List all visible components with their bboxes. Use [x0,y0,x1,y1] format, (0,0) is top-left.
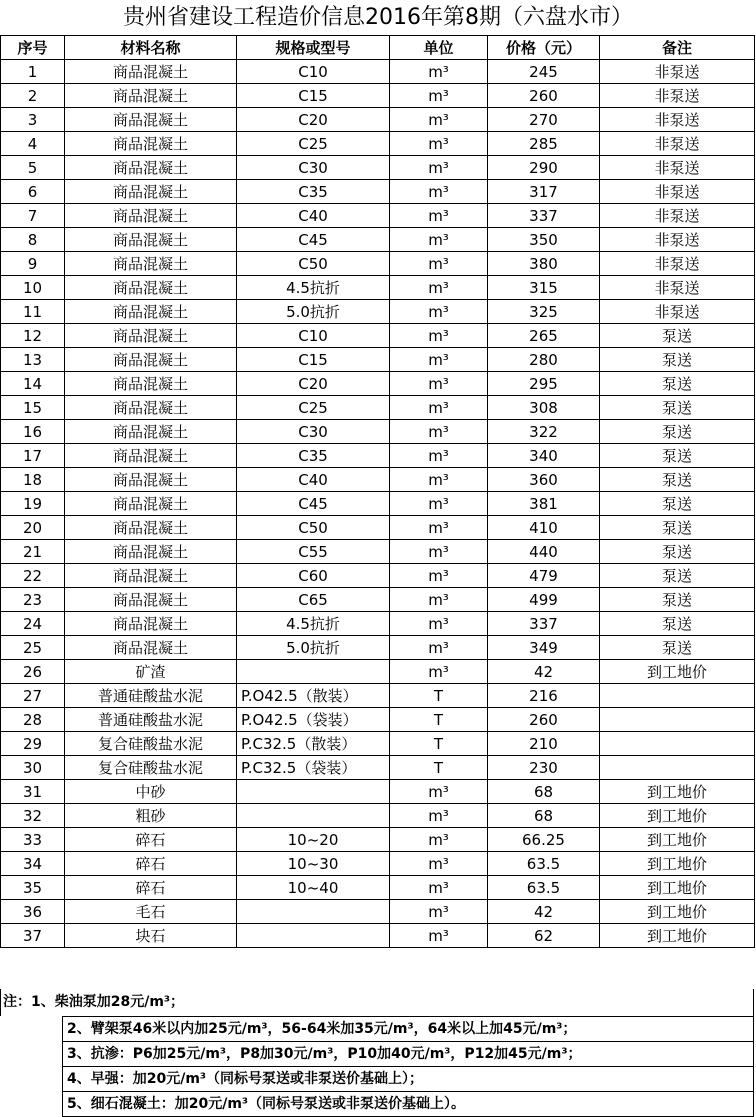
cell-price: 62 [488,924,600,948]
cell-spec: C40 [237,204,390,228]
cell-material: 碎石 [65,876,237,900]
cell-index: 17 [1,444,65,468]
cell-material: 普通硅酸盐水泥 [65,708,237,732]
cell-material: 中砂 [65,780,237,804]
cell-remark: 非泵送 [600,228,755,252]
note-line-5: 5、细石混凝土：加20元/m³（同标号泵送或非泵送价基础上）。 [63,1092,753,1117]
cell-remark: 非泵送 [600,60,755,84]
cell-unit: m³ [390,252,488,276]
cell-spec: P.C32.5（袋装） [237,756,390,780]
cell-price: 440 [488,540,600,564]
cell-spec: C45 [237,228,390,252]
cell-index: 23 [1,588,65,612]
cell-spec: C35 [237,180,390,204]
table-row [1,228,755,252]
cell-unit: m³ [390,228,488,252]
cell-remark: 泵送 [600,420,755,444]
cell-index: 11 [1,300,65,324]
cell-remark: 泵送 [600,396,755,420]
cell-material: 商品混凝土 [65,564,237,588]
note-box [62,1016,754,1117]
cell-unit: m³ [390,60,488,84]
cell-index: 10 [1,276,65,300]
cell-index: 28 [1,708,65,732]
table-row [1,468,755,492]
cell-unit: m³ [390,372,488,396]
cell-material: 复合硅酸盐水泥 [65,756,237,780]
cell-index: 34 [1,852,65,876]
cell-remark: 泵送 [600,636,755,660]
cell-index: 8 [1,228,65,252]
page-title: 贵州省建设工程造价信息2016年第8期（六盘水市） [123,5,633,30]
cell-material: 商品混凝土 [65,468,237,492]
cell-index: 36 [1,900,65,924]
cell-remark: 到工地价 [600,804,755,828]
table-row [1,612,755,636]
cell-price: 66.25 [488,828,600,852]
cell-unit: T [390,708,488,732]
cell-index: 24 [1,612,65,636]
cell-unit: m³ [390,324,488,348]
cell-remark: 到工地价 [600,828,755,852]
cell-unit: m³ [390,780,488,804]
cell-spec: C10 [237,324,390,348]
table-row [1,300,755,324]
cell-unit: m³ [390,108,488,132]
cell-price: 260 [488,708,600,732]
cell-spec [237,780,390,804]
cell-price: 360 [488,468,600,492]
cell-unit: m³ [390,300,488,324]
cell-price: 381 [488,492,600,516]
cell-spec: C30 [237,156,390,180]
cell-material: 商品混凝土 [65,276,237,300]
cell-unit: m³ [390,132,488,156]
cell-index: 31 [1,780,65,804]
cell-spec: 5.0抗折 [237,636,390,660]
note-line-4: 4、早强：加20元/m³（同标号泵送或非泵送价基础上）； [63,1067,753,1092]
table-row [1,348,755,372]
cell-unit: m³ [390,84,488,108]
cell-material: 商品混凝土 [65,252,237,276]
table-row [1,588,755,612]
table-row [1,900,755,924]
cell-material: 商品混凝土 [65,348,237,372]
cell-remark: 泵送 [600,540,755,564]
note-line-3: 3、抗渗：P6加25元/m³，P8加30元/m³，P10加40元/m³，P12加45元/m³； [63,1042,753,1067]
cell-material: 碎石 [65,828,237,852]
cell-material: 商品混凝土 [65,636,237,660]
cell-material: 商品混凝土 [65,396,237,420]
cell-spec: C25 [237,132,390,156]
cell-remark: 泵送 [600,444,755,468]
cell-price: 68 [488,780,600,804]
cell-spec: C25 [237,396,390,420]
cell-material: 商品混凝土 [65,588,237,612]
cell-price: 230 [488,756,600,780]
cell-spec: 4.5抗折 [237,276,390,300]
cell-remark: 泵送 [600,588,755,612]
cell-remark: 非泵送 [600,276,755,300]
cell-index: 33 [1,828,65,852]
cell-remark [600,708,755,732]
cell-price: 380 [488,252,600,276]
cell-material: 商品混凝土 [65,204,237,228]
cell-material: 块石 [65,924,237,948]
cell-remark: 非泵送 [600,204,755,228]
table-row [1,204,755,228]
cell-spec: 10~40 [237,876,390,900]
cell-material: 商品混凝土 [65,156,237,180]
cell-index: 27 [1,684,65,708]
cell-spec: 4.5抗折 [237,612,390,636]
table-row [1,492,755,516]
table-row [1,660,755,684]
table-row [1,372,755,396]
cell-spec: C60 [237,564,390,588]
cell-unit: m³ [390,660,488,684]
cell-index: 18 [1,468,65,492]
cell-unit: m³ [390,396,488,420]
cell-unit: m³ [390,900,488,924]
cell-price: 290 [488,156,600,180]
cell-price: 295 [488,372,600,396]
cell-spec [237,924,390,948]
notes-section [0,989,754,1117]
cell-material: 矿渣 [65,660,237,684]
table-row [1,924,755,948]
cell-material: 商品混凝土 [65,84,237,108]
cell-spec: C20 [237,372,390,396]
cell-price: 317 [488,180,600,204]
cell-material: 商品混凝土 [65,108,237,132]
cell-remark: 到工地价 [600,852,755,876]
cell-spec: P.O42.5（袋装） [237,708,390,732]
cell-unit: m³ [390,348,488,372]
cell-remark: 非泵送 [600,84,755,108]
cell-material: 商品混凝土 [65,324,237,348]
note-line-2: 2、臂架泵46米以内加25元/m³，56-64米加35元/m³，64米以上加45元/m³； [63,1017,753,1042]
cell-index: 15 [1,396,65,420]
cell-remark [600,732,755,756]
header-spec: 规格或型号 [237,36,390,60]
cell-material: 碎石 [65,852,237,876]
table-row [1,252,755,276]
cell-unit: m³ [390,588,488,612]
cell-material: 商品混凝土 [65,372,237,396]
cell-price: 42 [488,900,600,924]
cell-spec: C50 [237,252,390,276]
cell-unit: m³ [390,540,488,564]
cell-spec: P.O42.5（散装） [237,684,390,708]
cell-price: 349 [488,636,600,660]
cell-remark: 到工地价 [600,780,755,804]
cell-unit: m³ [390,612,488,636]
table-row [1,636,755,660]
cell-index: 22 [1,564,65,588]
cell-unit: m³ [390,828,488,852]
cell-price: 350 [488,228,600,252]
cell-unit: m³ [390,636,488,660]
cell-spec: C50 [237,516,390,540]
cell-material: 商品混凝土 [65,60,237,84]
cell-spec: C15 [237,84,390,108]
header-row [1,36,755,60]
cell-index: 9 [1,252,65,276]
table-row [1,420,755,444]
table-row [1,780,755,804]
cell-spec: C65 [237,588,390,612]
cell-material: 商品混凝土 [65,132,237,156]
cell-material: 商品混凝土 [65,540,237,564]
cell-unit: m³ [390,420,488,444]
table-body [1,60,755,948]
table-row [1,132,755,156]
cell-remark: 到工地价 [600,924,755,948]
cell-price: 260 [488,84,600,108]
table-row [1,804,755,828]
cell-unit: m³ [390,492,488,516]
table-row [1,276,755,300]
cell-spec [237,660,390,684]
cell-index: 13 [1,348,65,372]
cell-remark: 非泵送 [600,252,755,276]
cell-unit: m³ [390,852,488,876]
cell-price: 308 [488,396,600,420]
cell-material: 商品混凝土 [65,444,237,468]
table-row [1,108,755,132]
cell-material: 毛石 [65,900,237,924]
cell-remark: 泵送 [600,564,755,588]
cell-spec: 10~20 [237,828,390,852]
cell-unit: m³ [390,180,488,204]
cell-index: 35 [1,876,65,900]
cell-unit: m³ [390,876,488,900]
cell-material: 商品混凝土 [65,516,237,540]
cell-price: 337 [488,204,600,228]
table-row [1,876,755,900]
cell-remark: 泵送 [600,612,755,636]
cell-price: 42 [488,660,600,684]
cell-spec: C40 [237,468,390,492]
cell-price: 499 [488,588,600,612]
cell-spec [237,900,390,924]
cell-price: 340 [488,444,600,468]
table-row [1,852,755,876]
cell-index: 3 [1,108,65,132]
cell-spec: C30 [237,420,390,444]
table-row [1,540,755,564]
cell-price: 216 [488,684,600,708]
cell-index: 5 [1,156,65,180]
cell-unit: m³ [390,204,488,228]
cell-unit: T [390,756,488,780]
header-material: 材料名称 [65,36,237,60]
cell-index: 12 [1,324,65,348]
cell-price: 210 [488,732,600,756]
cell-unit: m³ [390,468,488,492]
cell-index: 26 [1,660,65,684]
cell-price: 322 [488,420,600,444]
cell-remark: 泵送 [600,468,755,492]
price-table [0,35,755,948]
cell-remark: 到工地价 [600,876,755,900]
cell-remark: 非泵送 [600,132,755,156]
cell-price: 280 [488,348,600,372]
header-remark: 备注 [600,36,755,60]
cell-index: 32 [1,804,65,828]
cell-remark [600,684,755,708]
cell-index: 7 [1,204,65,228]
table-row [1,708,755,732]
cell-index: 4 [1,132,65,156]
cell-price: 325 [488,300,600,324]
table-row [1,564,755,588]
cell-index: 29 [1,732,65,756]
note-line-1: 注：1、柴油泵加28元/m³； [0,989,754,1016]
cell-unit: m³ [390,516,488,540]
cell-index: 21 [1,540,65,564]
cell-remark: 到工地价 [600,900,755,924]
table-row [1,84,755,108]
cell-price: 285 [488,132,600,156]
cell-spec: C10 [237,60,390,84]
cell-spec [237,804,390,828]
cell-unit: m³ [390,804,488,828]
cell-material: 复合硅酸盐水泥 [65,732,237,756]
cell-spec: 10~30 [237,852,390,876]
table-row [1,396,755,420]
cell-unit: m³ [390,924,488,948]
cell-material: 商品混凝土 [65,228,237,252]
cell-spec: C55 [237,540,390,564]
cell-remark: 泵送 [600,492,755,516]
cell-remark [600,756,755,780]
cell-spec: C35 [237,444,390,468]
cell-price: 479 [488,564,600,588]
cell-index: 30 [1,756,65,780]
cell-price: 245 [488,60,600,84]
cell-spec: P.C32.5（散装） [237,732,390,756]
cell-index: 25 [1,636,65,660]
cell-remark: 泵送 [600,324,755,348]
cell-index: 37 [1,924,65,948]
cell-unit: T [390,684,488,708]
cell-price: 410 [488,516,600,540]
table-row [1,756,755,780]
cell-unit: m³ [390,564,488,588]
cell-price: 68 [488,804,600,828]
header-price: 价格（元） [488,36,600,60]
cell-price: 315 [488,276,600,300]
cell-material: 商品混凝土 [65,492,237,516]
table-row [1,444,755,468]
cell-price: 265 [488,324,600,348]
table-row [1,828,755,852]
cell-material: 粗砂 [65,804,237,828]
cell-price: 337 [488,612,600,636]
cell-unit: T [390,732,488,756]
cell-material: 商品混凝土 [65,420,237,444]
table-row [1,60,755,84]
header-index: 序号 [1,36,65,60]
table-row [1,156,755,180]
cell-unit: m³ [390,276,488,300]
cell-index: 6 [1,180,65,204]
table-row [1,180,755,204]
table-row [1,732,755,756]
cell-remark: 非泵送 [600,108,755,132]
cell-index: 19 [1,492,65,516]
cell-price: 63.5 [488,876,600,900]
cell-remark: 泵送 [600,516,755,540]
cell-spec: C20 [237,108,390,132]
header-unit: 单位 [390,36,488,60]
cell-remark: 非泵送 [600,300,755,324]
cell-spec: 5.0抗折 [237,300,390,324]
cell-price: 63.5 [488,852,600,876]
cell-spec: C15 [237,348,390,372]
table-row [1,684,755,708]
cell-index: 20 [1,516,65,540]
table-row [1,516,755,540]
cell-index: 14 [1,372,65,396]
cell-index: 2 [1,84,65,108]
cell-material: 商品混凝土 [65,180,237,204]
cell-index: 1 [1,60,65,84]
cell-remark: 泵送 [600,348,755,372]
cell-material: 商品混凝土 [65,612,237,636]
cell-index: 16 [1,420,65,444]
table-row [1,324,755,348]
cell-remark: 非泵送 [600,156,755,180]
cell-material: 商品混凝土 [65,300,237,324]
cell-remark: 非泵送 [600,180,755,204]
cell-price: 270 [488,108,600,132]
cell-remark: 到工地价 [600,660,755,684]
cell-unit: m³ [390,444,488,468]
cell-material: 普通硅酸盐水泥 [65,684,237,708]
cell-spec: C45 [237,492,390,516]
cell-remark: 泵送 [600,372,755,396]
cell-unit: m³ [390,156,488,180]
